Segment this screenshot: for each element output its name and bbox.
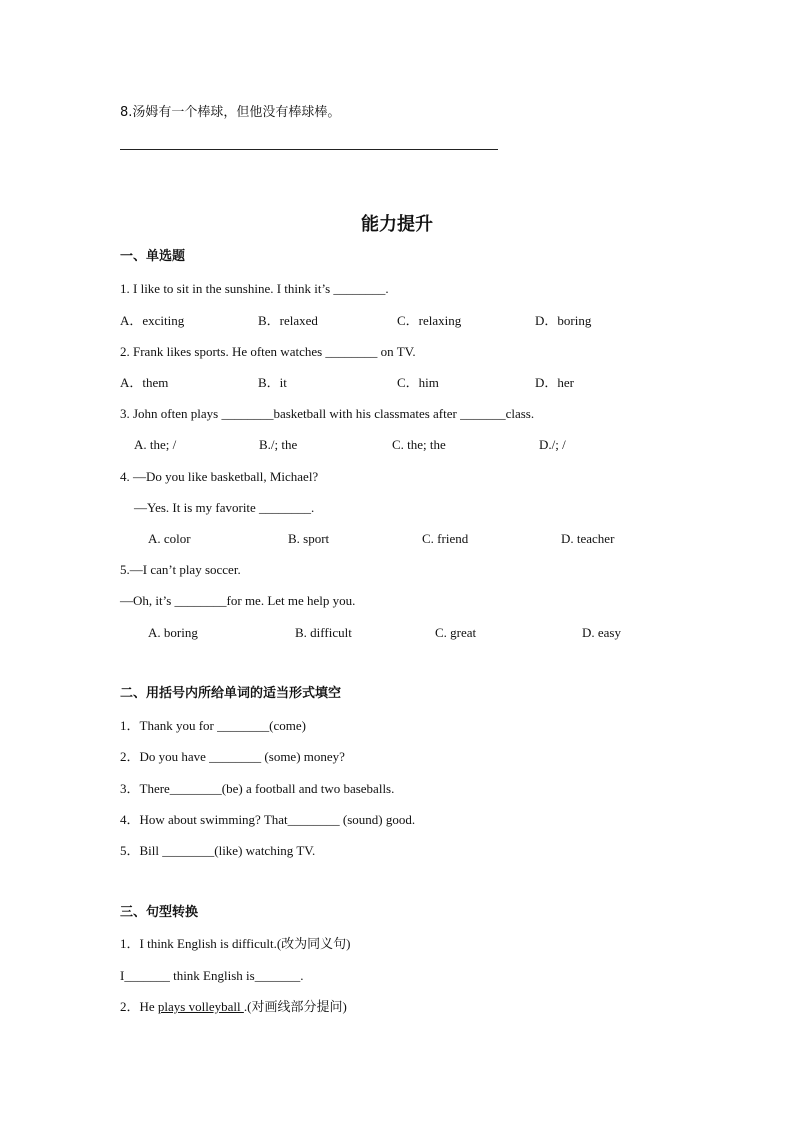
translation-question-8: 8.汤姆有一个棒球，但他没有棒球棒。 (120, 105, 341, 120)
question-3: 3. John often plays ________basketball with his classmates after _______class. (120, 406, 535, 421)
transform-question-2 (120, 999, 347, 1015)
fill-question-2: 2．Do you have ________ (some) money? (120, 749, 345, 764)
answer-line (120, 149, 498, 150)
option-4a: A. color (148, 531, 191, 546)
fill-question-1: 1．Thank you for ________(come) (120, 718, 306, 733)
option-5c: C. great (435, 625, 477, 640)
option-1d: D．boring (535, 313, 592, 328)
section-heading-sentence-transform: 三、句型转换 (120, 905, 199, 920)
question-5-line-2: —Oh, it’s ________for me. Let me help you. (120, 593, 356, 608)
option-3b: B./; the (259, 437, 298, 452)
transform-question-2-prefix: 2．He (120, 999, 158, 1014)
question-4-line-2: —Yes. It is my favorite ________. (134, 500, 315, 515)
option-2b: B．it (258, 375, 287, 390)
question-1: 1. I like to sit in the sunshine. I think it’s ________. (120, 281, 389, 296)
fill-question-5: 5．Bill ________(like) watching TV. (120, 843, 316, 858)
option-3d: D./; / (539, 437, 566, 452)
option-2c: C．him (397, 375, 439, 390)
transform-question-1-blank: I_______ think English is_______. (120, 968, 304, 983)
option-5a: A. boring (148, 625, 198, 640)
option-4d: D. teacher (561, 531, 615, 546)
option-4c: C. friend (422, 531, 469, 546)
section-heading-single-choice: 一、单选题 (120, 249, 186, 264)
option-3c: C. the; the (392, 437, 446, 452)
option-1b: B．relaxed (258, 313, 318, 328)
option-1c: C．relaxing (397, 313, 462, 328)
option-1a: A．exciting (120, 313, 185, 328)
option-2a: A．them (120, 375, 169, 390)
option-2d: D．her (535, 375, 574, 390)
option-5b: B. difficult (295, 625, 352, 640)
question-5: 5.—I can’t play soccer. (120, 562, 241, 577)
option-5d: D. easy (582, 625, 621, 640)
section-heading-fill-in: 二、用括号内所给单词的适当形式填空 (120, 686, 342, 701)
fill-question-3: 3．There________(be) a football and two baseballs. (120, 781, 395, 796)
transform-question-2-suffix: .(对画线部分提问) (243, 999, 347, 1014)
transform-question-1: 1．I think English is difficult.(改为同义句) (120, 936, 351, 951)
question-2: 2. Frank likes sports. He often watches ________ on TV. (120, 344, 416, 359)
option-4b: B. sport (288, 531, 330, 546)
option-3a: A. the; / (134, 437, 177, 452)
page-title: 能力提升 (361, 214, 433, 235)
question-4: 4. —Do you like basketball, Michael? (120, 469, 319, 484)
underlined-phrase: plays volleyball (157, 999, 244, 1014)
fill-question-4: 4．How about swimming? That________ (sound) good. (120, 812, 416, 827)
